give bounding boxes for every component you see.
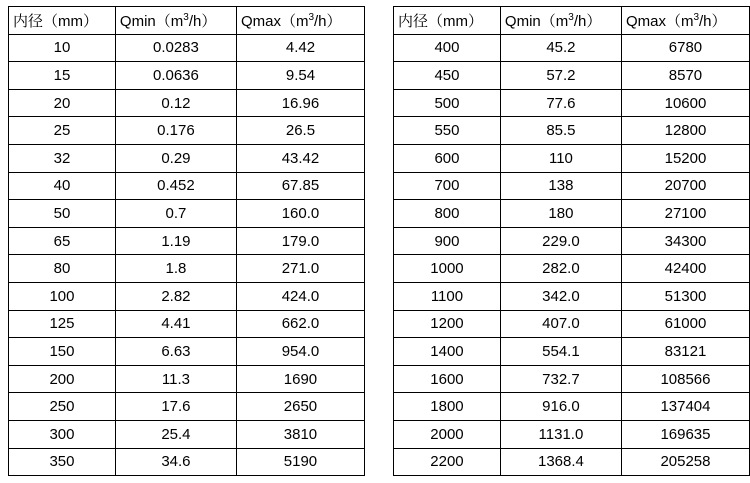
table-row (9, 420, 365, 448)
table-row (394, 62, 750, 90)
table-left (8, 6, 365, 476)
table-header-row (394, 7, 750, 35)
table-row (9, 282, 365, 310)
cell-inner-diameter: 2200 (394, 448, 501, 476)
table-header-row (9, 7, 365, 35)
cell-qmin: 0.176 (115, 117, 236, 145)
table-row (9, 227, 365, 255)
cell-qmax: 954.0 (236, 338, 364, 366)
table-right (393, 6, 750, 476)
cell-qmax: 34300 (621, 227, 749, 255)
column-header: 内径（mm） (394, 7, 501, 35)
cell-inner-diameter: 1400 (394, 338, 501, 366)
cell-qmin: 916.0 (500, 393, 621, 421)
column-header: 内径（mm） (9, 7, 116, 35)
cell-inner-diameter: 1100 (394, 282, 501, 310)
cell-qmax: 16.96 (236, 89, 364, 117)
cell-qmax: 137404 (621, 393, 749, 421)
cell-inner-diameter: 450 (394, 62, 501, 90)
table-row (9, 365, 365, 393)
cell-inner-diameter: 200 (9, 365, 116, 393)
table-row (394, 227, 750, 255)
table-row (394, 172, 750, 200)
table-row (394, 338, 750, 366)
cell-inner-diameter: 800 (394, 200, 501, 228)
cell-qmin: 57.2 (500, 62, 621, 90)
cell-qmax: 61000 (621, 310, 749, 338)
cell-qmin: 2.82 (115, 282, 236, 310)
cell-inner-diameter: 50 (9, 200, 116, 228)
cell-qmin: 0.7 (115, 200, 236, 228)
cell-qmax: 67.85 (236, 172, 364, 200)
cell-qmax: 15200 (621, 144, 749, 172)
cell-qmax: 83121 (621, 338, 749, 366)
cell-qmin: 1368.4 (500, 448, 621, 476)
cell-qmin: 138 (500, 172, 621, 200)
cell-inner-diameter: 32 (9, 144, 116, 172)
cell-qmin: 1.8 (115, 255, 236, 283)
table-row (9, 338, 365, 366)
cell-inner-diameter: 80 (9, 255, 116, 283)
cell-qmax: 42400 (621, 255, 749, 283)
cell-qmax: 20700 (621, 172, 749, 200)
cell-inner-diameter: 25 (9, 117, 116, 145)
table-row (394, 420, 750, 448)
table-row (394, 310, 750, 338)
table-row (9, 117, 365, 145)
cell-qmax: 6780 (621, 34, 749, 62)
cell-inner-diameter: 500 (394, 89, 501, 117)
cell-qmax: 8570 (621, 62, 749, 90)
cell-inner-diameter: 600 (394, 144, 501, 172)
cell-qmin: 0.0636 (115, 62, 236, 90)
cell-inner-diameter: 40 (9, 172, 116, 200)
cell-qmax: 9.54 (236, 62, 364, 90)
cell-inner-diameter: 1200 (394, 310, 501, 338)
cell-qmin: 45.2 (500, 34, 621, 62)
cell-inner-diameter: 65 (9, 227, 116, 255)
cell-qmin: 554.1 (500, 338, 621, 366)
table-row (394, 365, 750, 393)
cell-qmin: 0.452 (115, 172, 236, 200)
cell-qmin: 0.29 (115, 144, 236, 172)
cell-qmin: 77.6 (500, 89, 621, 117)
cell-inner-diameter: 300 (9, 420, 116, 448)
cell-qmax: 3810 (236, 420, 364, 448)
column-header: $Qmax(m^3/h)$ (236, 7, 364, 35)
table-row (394, 34, 750, 62)
cell-qmin: 1.19 (115, 227, 236, 255)
cell-qmax: 271.0 (236, 255, 364, 283)
cell-inner-diameter: 550 (394, 117, 501, 145)
table-row (9, 448, 365, 476)
cell-inner-diameter: 15 (9, 62, 116, 90)
cell-qmax: 108566 (621, 365, 749, 393)
cell-qmax: 1690 (236, 365, 364, 393)
cell-qmin: 85.5 (500, 117, 621, 145)
cell-inner-diameter: 250 (9, 393, 116, 421)
cell-qmax: 51300 (621, 282, 749, 310)
table-row (394, 448, 750, 476)
cell-inner-diameter: 900 (394, 227, 501, 255)
cell-qmin: 25.4 (115, 420, 236, 448)
cell-qmin: 407.0 (500, 310, 621, 338)
cell-inner-diameter: 1600 (394, 365, 501, 393)
cell-qmax: 160.0 (236, 200, 364, 228)
cell-inner-diameter: 2000 (394, 420, 501, 448)
cell-qmin: 110 (500, 144, 621, 172)
cell-inner-diameter: 1000 (394, 255, 501, 283)
cell-qmin: 1131.0 (500, 420, 621, 448)
cell-inner-diameter: 700 (394, 172, 501, 200)
cell-qmin: 0.0283 (115, 34, 236, 62)
cell-inner-diameter: 100 (9, 282, 116, 310)
cell-qmax: 205258 (621, 448, 749, 476)
table-row (394, 144, 750, 172)
table-row (9, 255, 365, 283)
cell-inner-diameter: 125 (9, 310, 116, 338)
cell-inner-diameter: 10 (9, 34, 116, 62)
cell-qmax: 27100 (621, 200, 749, 228)
table-row (394, 89, 750, 117)
cell-qmax: 662.0 (236, 310, 364, 338)
cell-qmin: 0.12 (115, 89, 236, 117)
cell-qmin: 180 (500, 200, 621, 228)
column-header: $Qmin(m^3/h)$ (500, 7, 621, 35)
table-row (9, 310, 365, 338)
column-header: $Qmin(m^3/h)$ (115, 7, 236, 35)
cell-qmin: 4.41 (115, 310, 236, 338)
cell-qmin: 11.3 (115, 365, 236, 393)
table-row (394, 117, 750, 145)
cell-qmax: 10600 (621, 89, 749, 117)
table-row (394, 200, 750, 228)
table-row (9, 89, 365, 117)
table-row (9, 200, 365, 228)
cell-qmax: 2650 (236, 393, 364, 421)
table-row (394, 393, 750, 421)
cell-inner-diameter: 350 (9, 448, 116, 476)
cell-qmin: 17.6 (115, 393, 236, 421)
table-row (394, 282, 750, 310)
table-row (9, 62, 365, 90)
table-row (9, 144, 365, 172)
cell-qmax: 12800 (621, 117, 749, 145)
table-row (9, 393, 365, 421)
cell-qmin: 732.7 (500, 365, 621, 393)
cell-qmax: 169635 (621, 420, 749, 448)
cell-inner-diameter: 400 (394, 34, 501, 62)
cell-qmax: 424.0 (236, 282, 364, 310)
cell-inner-diameter: 150 (9, 338, 116, 366)
cell-qmax: 179.0 (236, 227, 364, 255)
column-header: $Qmax(m^3/h)$ (621, 7, 749, 35)
cell-qmax: 43.42 (236, 144, 364, 172)
cell-qmin: 282.0 (500, 255, 621, 283)
cell-qmin: 229.0 (500, 227, 621, 255)
table-row (9, 34, 365, 62)
cell-inner-diameter: 20 (9, 89, 116, 117)
cell-qmin: 6.63 (115, 338, 236, 366)
cell-qmin: 342.0 (500, 282, 621, 310)
cell-qmax: 4.42 (236, 34, 364, 62)
cell-qmax: 26.5 (236, 117, 364, 145)
cell-qmax: 5190 (236, 448, 364, 476)
cell-inner-diameter: 1800 (394, 393, 501, 421)
cell-qmin: 34.6 (115, 448, 236, 476)
table-row (394, 255, 750, 283)
table-row (9, 172, 365, 200)
